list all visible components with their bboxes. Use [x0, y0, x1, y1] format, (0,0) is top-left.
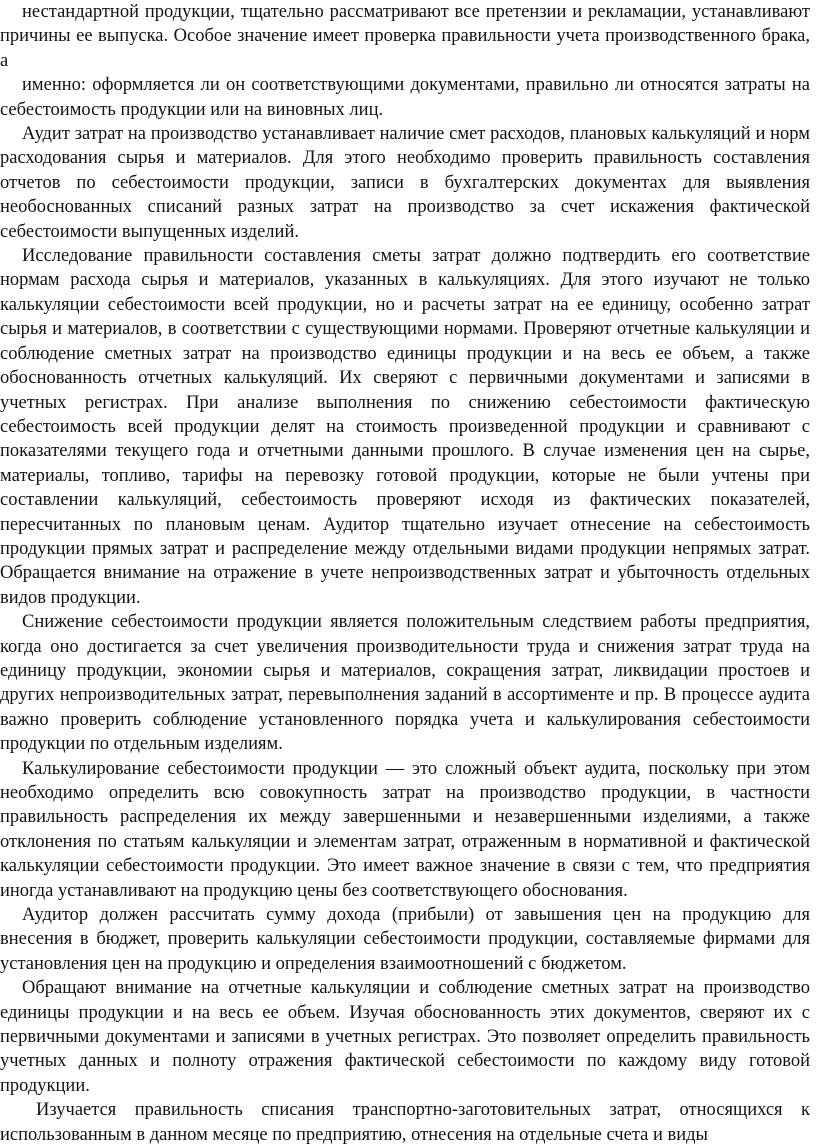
paragraph-transport-costs: Изучается правильность списания транспортно-заготовительных затрат, относящихся к использованным в данном месяце по предприятию, отнесения на отдельные счета и виды — [0, 1100, 810, 1145]
paragraph-costing-audit-object: Калькулирование себестоимости продукции — это сложный объект аудита, поскольку при этом необходимо определить всю совокупность затрат на производство продукции, в частности правильность распределения их между завершенными и незавершенными изделиями, а также отклонения по статьям калькуляции и элементам затрат, отраженным в нормативной и фактической калькуляции себестоимости продукции. Это имеет важное значение в связи с тем, что предприятия иногда устанавливают на продукцию цены без соответствующего обоснования. — [0, 758, 810, 901]
paragraph-defect-documentation: именно: оформляется ли он соответствующими документами, правильно ли относятся затраты на себестоимость продукции или на виновных лиц. — [0, 75, 810, 120]
paragraph-defective-products: нестандартной продукции, тщательно рассматривают все претензии и рекламации, устанавливают причины ее выпуска. Особое значение имеет проверка правильности учета производственного брака, а — [0, 2, 810, 71]
paragraph-cost-estimate-study: Исследование правильности составления сметы затрат должно подтвердить его соответствие нормам расхода сырья и материалов, указанных в калькуляциях. Для этого изучают не только калькуляции себестоимости всей продукции, но и расчеты затрат на ее единицу, особенно затрат сырья и материалов, в соответствии с существующими нормами. Проверяют отчетные калькуляции и соблюдение сметных затрат на производство единицы продукции и на весь ее объем, а также обоснованность отчетных калькуляций. Их сверяют с первичными документами и записями в учетных регистрах. При анализе выполнения по снижению себестоимости фактическую себестоимость всей продукции делят на стоимость произведенной продукции и сравнивают с показателями текущего года и отчетными данными прошлого. В случае изменения цен на сырье, материалы, топливо, тарифы на перевозку готовой продукции, которые не были учтены при составлении калькуляций, себестоимость проверяют исходя из фактических показателей, пересчитанных по плановым ценам. Аудитор тщательно изучает отнесение на себестоимость продукции прямых затрат и распределение между отдельными видами продукции непрямых затрат. Обращается внимание на отражение в учете непроизводственных затрат и убыточность отдельных видов продукции. — [0, 246, 810, 608]
paragraph-cost-reduction: Снижение себестоимости продукции является положительным следствием работы предприятия, когда оно достигается за счет увеличения производительности труда и снижения затрат труда на единицу продукции, экономии сырья и материалов, сокращения затрат, ликвидации простоев и других непроизводительных затрат, перевыполнения заданий в ассортименте и пр. В процессе аудита важно проверить соблюдение установленного порядка учета и калькулирования себестоимости продукции по отдельным изделиям. — [0, 612, 810, 755]
paragraph-auditor-income-calculation: Аудитор должен рассчитать сумму дохода (прибыли) от завышения цен на продукцию для внесения в бюджет, проверить калькуляции себестоимости продукции, составляемые фирмами для установления цен на продукцию и определения взаимоотношений с бюджетом. — [0, 905, 810, 974]
paragraph-production-cost-audit: Аудит затрат на производство устанавливает наличие смет расходов, плановых калькуляций и норм расходования сырья и материалов. Для этого необходимо проверить правильность составления отчетов по себестоимости продукции, записи в бухгалтерских документах для выявления необоснованных списаний разных затрат на производство за счет искажения фактической себестоимости выпущенных изделий. — [0, 124, 810, 242]
paragraph-reporting-calculations: Обращают внимание на отчетные калькуляции и соблюдение сметных затрат на производство единицы продукции и на весь ее объем. Изучая обоснованность этих документов, сверяют их с первичными документами и записями в учетных регистрах. Это позволяет определить правильность учетных данных и полноту отражения фактической себестоимости по каждому виду готовой продукции. — [0, 978, 810, 1096]
